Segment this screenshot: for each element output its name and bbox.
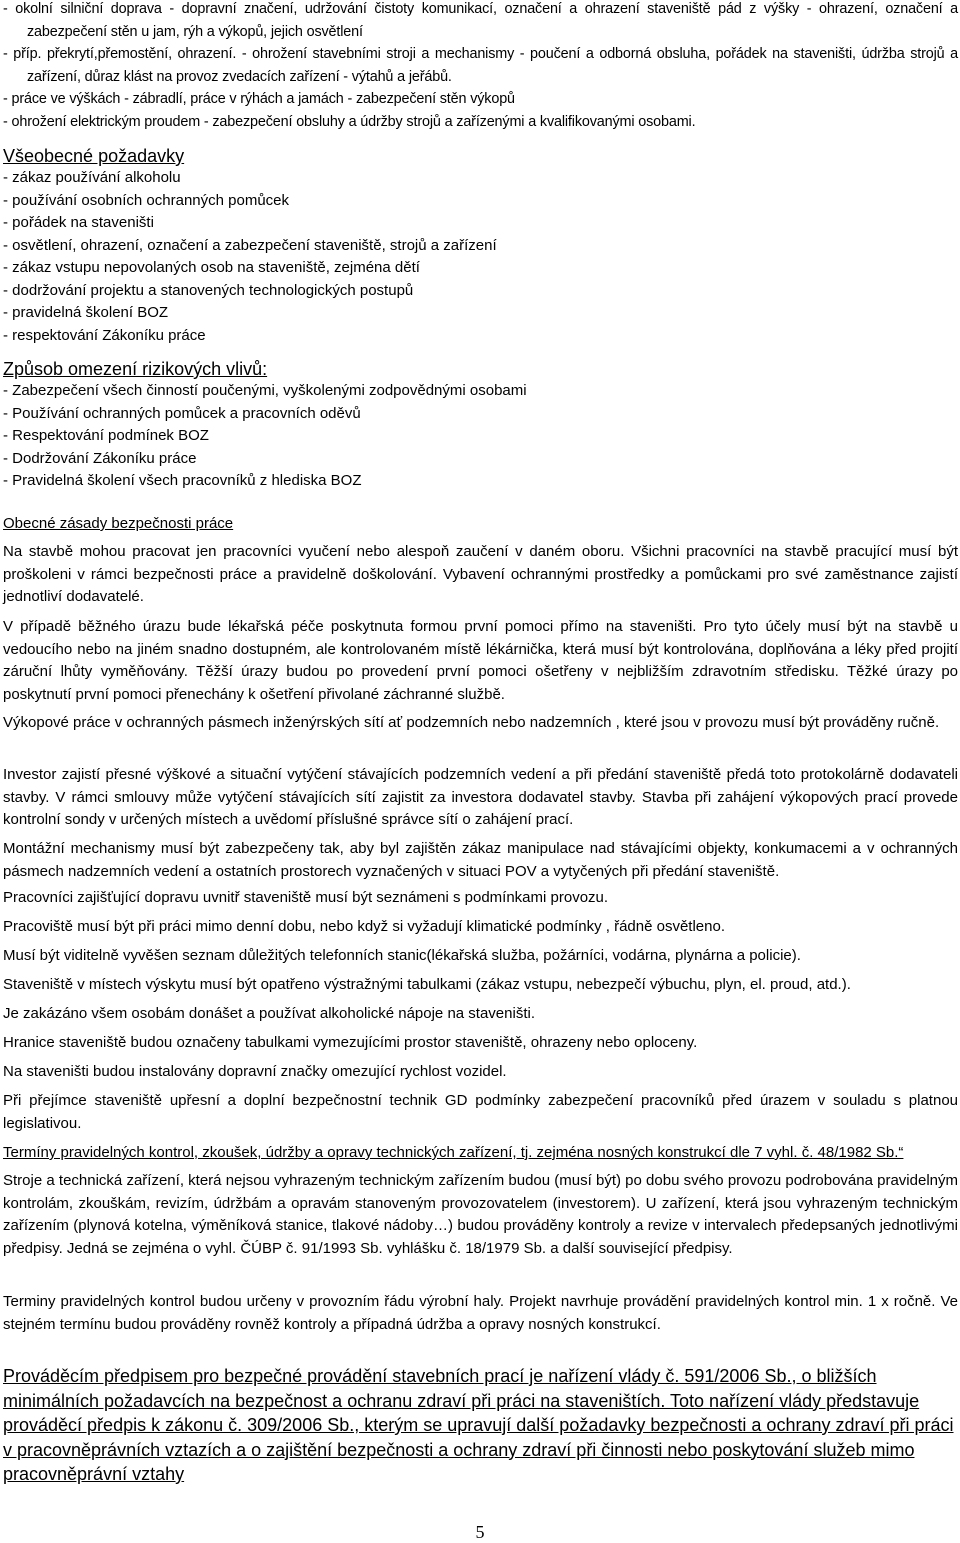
- hazards-list: [3, 0, 958, 133]
- paragraph: Při přejímce staveniště upřesní a doplní bezpečnostní technik GD podmínky zabezpečení pracovníků před úrazem v souladu s platnou legislativou.: [3, 1092, 958, 1132]
- safety-principles-heading: Obecné zásady bezpečnosti práce: [3, 515, 234, 532]
- inspections-heading: Termíny pravidelných kontrol, zkoušek, údržby a opravy technických zařízení, tj. zejména nosných konstrukcí dle 7 vyhl. č. 48/1982 Sb.“: [3, 1144, 904, 1161]
- general-requirements-section: [3, 145, 958, 347]
- paragraph: Pracovníci zajišťující dopravu uvnitř staveniště musí být seznámeni s podmínkami provozu.: [3, 889, 609, 906]
- hazard-item: - okolní silniční doprava - dopravní značení, udržování čistoty komunikací, označení a ohrazení staveniště pád z výšky - ohrazení, označení a zabezpečení stěn u jam, rýh a výkopů, jejich osvětlení: [3, 1, 958, 40]
- paragraph: Montážní mechanismy musí být zabezpečeny tak, aby byl zajištěn zákaz manipulace nad stávajícími objekty, konkumacemi a v ochranných pásmech nadzemních vedení a ostatních prostorech vyznačených v situaci POV a vytyčených při předání staveniště.: [3, 840, 958, 880]
- list-item: - zákaz používání alkoholu: [3, 169, 181, 186]
- paragraph: Terminy pravidelných kontrol budou určeny v provozním řádu výrobní haly. Projekt navrhuje provádění pravidelných kontrol min. 1 x ročně. Ve stejném termínu budou prováděny rovněž kontroly a případná údržba a opravy nosných konstrukcí.: [3, 1293, 958, 1333]
- paragraph: Hranice staveniště budou označeny tabulkami vymezujícími prostor staveniště, ohrazeny nebo oploceny.: [3, 1034, 698, 1051]
- paragraph: Na stavbě mohou pracovat jen pracovníci vyučení nebo alespoň zaučení v daném oboru. Všichni pracovníci na stavbě pracující musí být proškoleni v rámci bezpečnosti práce a pravidelně doškolování. Vybavení ochrannými prostředky a pomůckami pro své zaměstnance zajistí jednotliví dodavatelé.: [3, 543, 958, 605]
- paragraph: Pracoviště musí být při práci mimo denní dobu, nebo když si vyžadují klimatické podmínky , řádně osvětleno.: [3, 918, 725, 935]
- list-item: - osvětlení, ohrazení, označení a zabezpečení staveniště, strojů a zařízení: [3, 236, 497, 254]
- list-item: - Respektování podmínek BOZ: [3, 427, 209, 444]
- general-requirements-heading: Všeobecné požadavky: [3, 146, 185, 166]
- list-item: - zákaz vstupu nepovolaných osob na staveniště, zejména dětí: [3, 259, 420, 276]
- paragraph: Staveniště v místech výskytu musí být opatřeno výstražnými tabulkami (zákaz vstupu, nebezpečí výbuchu, plyn, el. proud, atd.).: [3, 976, 851, 993]
- hazard-item: - příp. překrytí,přemostění, ohrazení. - ohrožení stavebními stroji a mechanismy - poučení a odborná obsluha, pořádek na staveništi, údržba strojů a zařízení, důraz klást na provoz zvedacích zařízení - výtahů a jeřábů.: [3, 46, 958, 85]
- list-item: - Zabezpečení všech činností poučenými, vyškolenými zodpovědnými osobami: [3, 382, 527, 399]
- list-item: - dodržování projektu a stanovených technologických postupů: [3, 281, 414, 299]
- hazard-item: - práce ve výškách - zábradlí, práce v rýhách a jamách - zabezpečení stěn výkopů: [3, 91, 515, 107]
- paragraph: Výkopové práce v ochranných pásmech inženýrských sítí ať podzemních nebo nadzemních , které jsou v provozu musí být prováděny ručně.: [3, 714, 940, 731]
- risk-limitation-heading: Způsob omezení rizikových vlivů:: [3, 359, 268, 379]
- paragraph: V případě běžného úrazu bude lékařská péče poskytnuta formou první pomoci přímo na staveništi. Pro tyto účely musí být na stavbě u vedoucího nebo na jiném snadno dostupném, ale kontrolovaném místě lékárnička, která musí být kontrolována, doplňována a léky před projití záruční lhůty vyměňovány. Těžší úrazy budou po provedení první pomoci ošetřeny v nejbližším zdravotním středisku. Těžké úrazy po poskytnutí první pomoci přenechány k ošetření přivolané záchranné službě.: [3, 618, 958, 703]
- list-item: - respektování Zákoníku práce: [3, 326, 206, 344]
- list-item: - používání osobních ochranných pomůcek: [3, 191, 290, 209]
- list-item: - pravidelná školení BOZ: [3, 304, 169, 321]
- paragraph: Investor zajistí přesné výškové a situační vytýčení stávajících podzemních vedení a při předání staveniště předá toto protokolárně dodavateli stavby. V rámci smlouvy může vytýčení stávajících sítí zajistit za investora dodavatel stavby. Stavba při zahájení výkopových prací provede kontrolní sondy v určených místech a uvědomí příslušné správce sítí o zahájení prací.: [3, 766, 958, 828]
- list-item: - Používání ochranných pomůcek a pracovních oděvů: [3, 404, 361, 422]
- page-number: 5: [475, 1522, 485, 1542]
- list-item: - Pravidelná školení všech pracovníků z hlediska BOZ: [3, 472, 362, 489]
- paragraph: Musí být viditelně vyvěšen seznam důležitých telefonních stanic(lékařská služba, požárníci, vodárna, plynárna a policie).: [3, 947, 801, 964]
- paragraph: Je zakázáno všem osobám donášet a používat alkoholické nápoje na staveništi.: [3, 1005, 535, 1022]
- hazard-item: - ohrožení elektrickým proudem - zabezpečení obsluhy a údržby strojů a zařízenými a kvalifikovanými osobami.: [3, 113, 696, 130]
- risk-limitation-section: [3, 358, 958, 493]
- paragraph: Na staveništi budou instalovány dopravní značky omezující rychlost vozidel.: [3, 1063, 507, 1080]
- regulation-note: Prováděcím předpisem pro bezpečné provádění stavebních prací je nařízení vlády č. 591/2006 Sb., o bližších minimálních požadavcích na bezpečnost a ochranu zdraví při práci na staveništích. Toto nařízení vlády představuje prováděcí předpis k zákonu č. 309/2006 Sb., kterým se upravují další požadavky bezpečnosti a ochrany zdraví při práci v pracovněprávních vztazích a o zajištění bezpečnosti a ochrany zdraví při činnosti nebo poskytování služeb mimo pracovněprávní vztahy: [3, 1366, 954, 1484]
- list-item: - pořádek na staveništi: [3, 214, 154, 231]
- list-item: - Dodržování Zákoníku práce: [3, 449, 197, 467]
- paragraph: Stroje a technická zařízení, která nejsou vyhrazeným technickým zařízením budou (musí být) po dobu svého provozu podrobována pravidelným kontrolám, zkouškám, revizím, údržbám a opravám stanoveným provozovatelem (investorem). U zařízení, která jsou vyhrazeným technickým zařízením (plynová kotelna, výměníková stanice, tlakové nádoby…) budou prováděny kontroly a revize v intervalech předepsaných jednotlivými předpisy. Jedná se zejména o vyhl. ČÚBP č. 91/1993 Sb. vyhlášku č. 18/1979 Sb. a další související předpisy.: [3, 1172, 958, 1257]
